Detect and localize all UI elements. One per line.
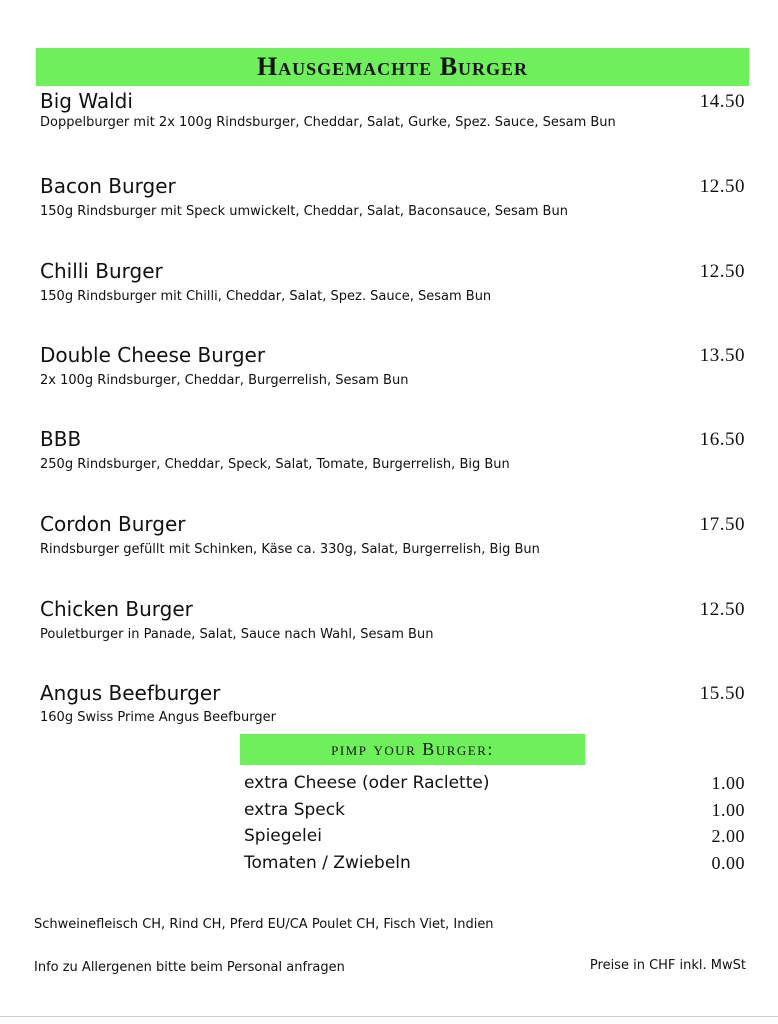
section-title: Hausgemachte Burger (256, 52, 529, 81)
item-description: Doppelburger mit 2x 100g Rindsburger, Cheddar, Salat, Gurke, Spez. Sauce, Sesam Bun (40, 115, 616, 130)
extra-name: extra Speck (244, 800, 345, 820)
extra-price: 2.00 (711, 826, 745, 846)
allergen-note: Info zu Allergenen bitte beim Personal anfragen (34, 960, 345, 975)
prices-note: Preise in CHF inkl. MwSt (589, 958, 746, 973)
item-description: 150g Rindsburger mit Chilli, Cheddar, Salat, Spez. Sauce, Sesam Bun (40, 289, 492, 304)
item-price: 16.50 (699, 429, 745, 450)
extra-name: Spiegelei (244, 826, 322, 846)
meat-origin-note: Schweinefleisch CH, Rind CH, Pferd EU/CA Poulet CH, Fisch Viet, Indien (34, 917, 494, 932)
item-description: 160g Swiss Prime Angus Beefburger (40, 710, 276, 725)
item-name: Angus Beefburger (40, 681, 221, 705)
menu-item (40, 89, 745, 131)
item-description: 150g Rindsburger mit Speck umwickelt, Cheddar, Salat, Baconsauce, Sesam Bun (40, 204, 568, 219)
item-description: Rindsburger gefüllt mit Schinken, Käse ca. 330g, Salat, Burgerrelish, Big Bun (40, 542, 540, 557)
item-price: 12.50 (699, 599, 745, 620)
extra-name: Tomaten / Zwiebeln (244, 853, 411, 873)
item-price: 15.50 (699, 683, 745, 704)
item-name: Big Waldi (40, 89, 133, 113)
item-price: 12.50 (699, 176, 745, 197)
menu-item (40, 343, 745, 389)
item-description: Pouletburger in Panade, Salat, Sauce nach Wahl, Sesam Bun (40, 627, 434, 642)
pimp-your-burger-header (240, 734, 585, 765)
menu-item (40, 259, 745, 305)
bottom-divider (0, 1016, 778, 1017)
item-price: 12.50 (699, 261, 745, 282)
extra-price: 1.00 (711, 800, 745, 820)
item-price: 14.50 (699, 91, 745, 112)
extra-price: 0.00 (711, 853, 745, 873)
extra-item (244, 852, 745, 878)
pimp-title: pimp your Burger: (331, 739, 494, 759)
item-name: Chicken Burger (40, 597, 193, 621)
menu-item (40, 427, 745, 473)
item-name: Double Cheese Burger (40, 343, 266, 367)
menu-item (40, 512, 745, 558)
extra-item (244, 772, 745, 798)
item-description: 250g Rindsburger, Cheddar, Speck, Salat, Tomate, Burgerrelish, Big Bun (40, 457, 510, 472)
item-price: 13.50 (699, 345, 745, 366)
item-name: Chilli Burger (40, 259, 163, 283)
menu-item (40, 174, 745, 220)
item-name: Cordon Burger (40, 512, 186, 536)
extra-name: extra Cheese (oder Raclette) (244, 773, 490, 793)
item-price: 17.50 (699, 514, 745, 535)
extra-item (244, 825, 745, 851)
menu-item (40, 597, 745, 643)
extra-price: 1.00 (711, 773, 745, 793)
menu-item (40, 681, 745, 726)
item-name: BBB (40, 427, 82, 451)
item-name: Bacon Burger (40, 174, 176, 198)
section-header (36, 48, 749, 86)
item-description: 2x 100g Rindsburger, Cheddar, Burgerrelish, Sesam Bun (40, 373, 409, 388)
extra-item (244, 799, 745, 825)
